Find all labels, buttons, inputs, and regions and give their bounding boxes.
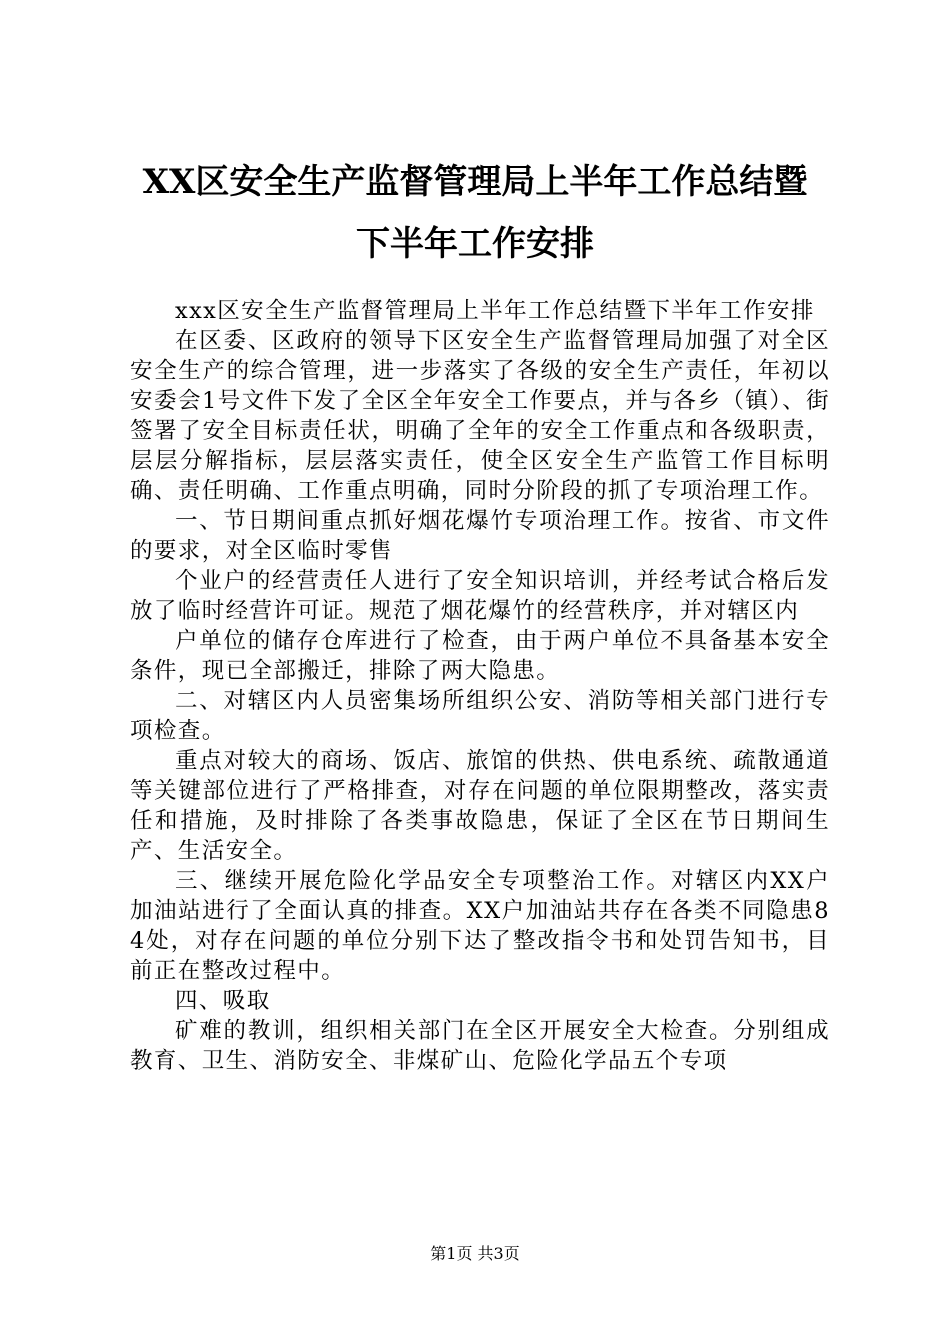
body-paragraph: 矿难的教训，组织相关部门在全区开展安全大检查。分别组成教育、卫生、消防安全、非煤矿山、危险化学品五个专项 <box>130 1018 830 1074</box>
body-paragraph: 重点对较大的商场、饭店、旅馆的供热、供电系统、疏散通道等关键部位进行了严格排查，对存在问题的单位限期整改，落实责任和措施，及时排除了各类事故隐患，保证了全区在节日期间生产、生活安全。 <box>130 748 830 864</box>
body-paragraph: 三、继续开展危险化学品安全专项整治工作。对辖区内XX户加油站进行了全面认真的排查。XX户加油站共存在各类不同隐患84处，对存在问题的单位分别下达了整改指令书和处罚告知书，目前正在整改过程中。 <box>130 868 830 984</box>
body-paragraph: 一、节日期间重点抓好烟花爆竹专项治理工作。按省、市文件的要求，对全区临时零售 <box>130 508 830 564</box>
body-paragraph: 二、对辖区内人员密集场所组织公安、消防等相关部门进行专项检查。 <box>130 688 830 744</box>
document-title-line-1: XX区安全生产监督管理局上半年工作总结暨 <box>142 162 808 202</box>
document-title-line-2: 下半年工作安排 <box>356 224 594 264</box>
body-paragraph: 在区委、区政府的领导下区安全生产监督管理局加强了对全区安全生产的综合管理，进一步落实了各级的安全生产责任，年初以安委会1号文件下发了全区全年安全工作要点，并与各乡（镇）、街签署了安全目标责任状，明确了全年的安全工作重点和各级职责，层层分解指标，层层落实责任，使全区安全生产监管工作目标明确、责任明确、工作重点明确，同时分阶段的抓了专项治理工作。 <box>130 328 830 504</box>
body-paragraph: 个业户的经营责任人进行了安全知识培训，并经考试合格后发放了临时经营许可证。规范了烟花爆竹的经营秩序，并对辖区内 <box>130 568 830 624</box>
body-paragraph: 四、吸取 <box>175 988 271 1014</box>
body-paragraph: 户单位的储存仓库进行了检查，由于两户单位不具备基本安全条件，现已全部搬迁，排除了两大隐患。 <box>130 628 830 684</box>
page-number-footer: 第1页 共3页 <box>430 1244 520 1263</box>
document-body <box>130 296 830 1076</box>
body-paragraph: xxx区安全生产监督管理局上半年工作总结暨下半年工作安排 <box>175 298 815 324</box>
